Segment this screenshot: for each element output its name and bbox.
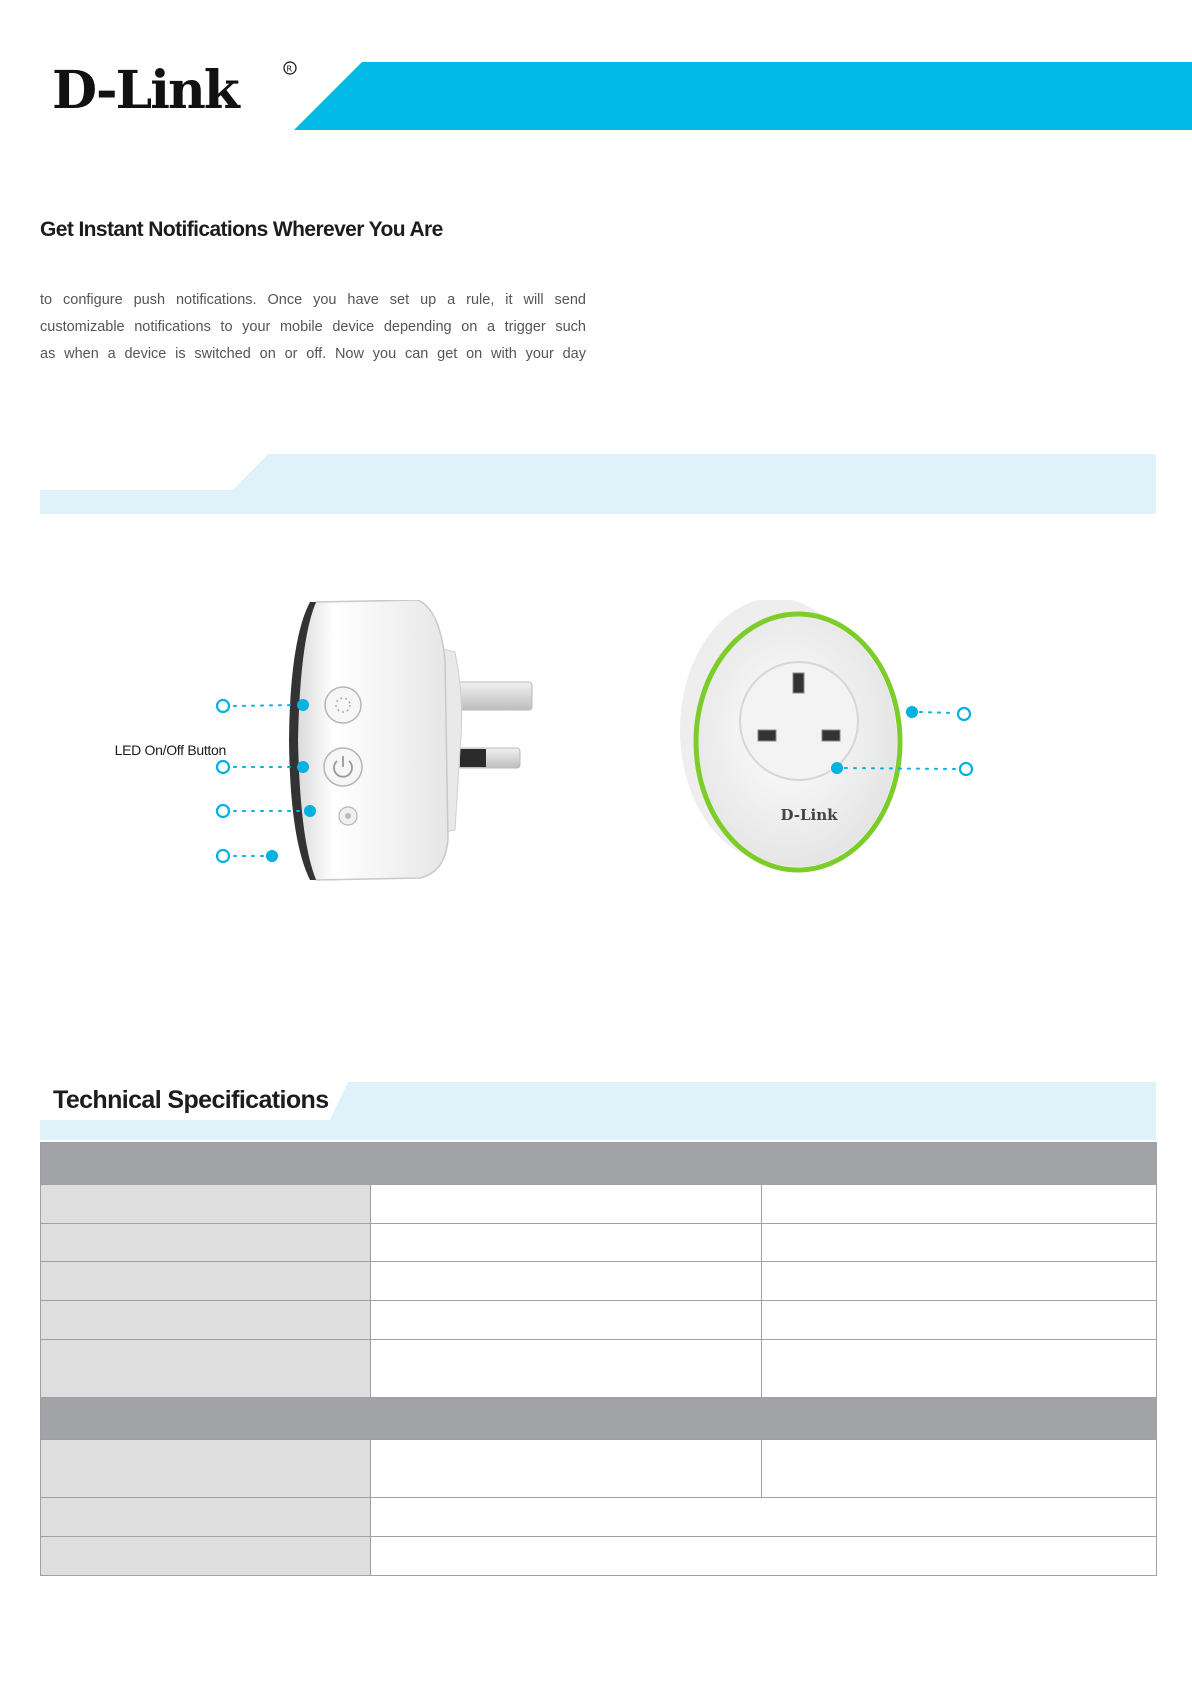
intro-heading: Get Instant Notifications Wherever You Are xyxy=(40,218,443,241)
reset-icon xyxy=(339,807,357,825)
table-section-header xyxy=(41,1143,1157,1185)
table-cell xyxy=(762,1440,1157,1498)
table-cell xyxy=(371,1262,762,1301)
svg-text:D-Link: D-Link xyxy=(52,60,238,116)
table-cell xyxy=(41,1143,1157,1185)
table-cell xyxy=(371,1498,1157,1537)
table-cell xyxy=(41,1340,371,1398)
smart-plug-front-view xyxy=(680,600,972,870)
table-row xyxy=(41,1498,1157,1537)
table-cell xyxy=(762,1301,1157,1340)
intro-line: to configure push notifications. Once you have set up a rule, it will send xyxy=(40,292,586,308)
table-cell xyxy=(41,1498,371,1537)
table-cell xyxy=(371,1224,762,1262)
table-cell xyxy=(762,1262,1157,1301)
table-row xyxy=(41,1262,1157,1301)
features-section-band xyxy=(40,454,1156,514)
table-cell xyxy=(371,1185,762,1224)
svg-text:R: R xyxy=(286,64,293,74)
table-cell xyxy=(371,1340,762,1398)
table-row xyxy=(41,1224,1157,1262)
d-link-logo xyxy=(52,56,302,116)
table-row xyxy=(41,1301,1157,1340)
power-icon xyxy=(324,748,362,786)
led-toggle-icon xyxy=(325,687,361,723)
table-cell xyxy=(41,1185,371,1224)
table-cell xyxy=(762,1185,1157,1224)
intro-line: as when a device is switched on or off. Now you can get on with your day xyxy=(40,346,586,362)
table-cell xyxy=(371,1301,762,1340)
intro-line: customizable notifications to your mobile device depending on a trigger such xyxy=(40,319,586,335)
table-cell xyxy=(41,1301,371,1340)
table-row xyxy=(41,1537,1157,1576)
led-on-off-button-label: LED On/Off Button xyxy=(114,742,226,758)
table-cell xyxy=(762,1224,1157,1262)
table-cell xyxy=(371,1440,762,1498)
intro-paragraph xyxy=(40,287,586,368)
table-cell xyxy=(762,1340,1157,1398)
front-logo-text: D-Link xyxy=(780,806,838,824)
table-cell xyxy=(41,1440,371,1498)
table-row xyxy=(41,1440,1157,1498)
table-section-header xyxy=(41,1398,1157,1440)
table-row xyxy=(41,1340,1157,1398)
table-row xyxy=(41,1185,1157,1224)
table-cell xyxy=(41,1537,371,1576)
product-illustration xyxy=(40,600,1156,960)
smart-plug-side-view xyxy=(217,600,532,880)
table-cell xyxy=(41,1398,1157,1440)
tech-specs-title: Technical Specifications xyxy=(53,1086,329,1114)
table-cell xyxy=(41,1262,371,1301)
tech-specs-table xyxy=(40,1142,1157,1576)
table-cell xyxy=(41,1224,371,1262)
table-cell xyxy=(371,1537,1157,1576)
